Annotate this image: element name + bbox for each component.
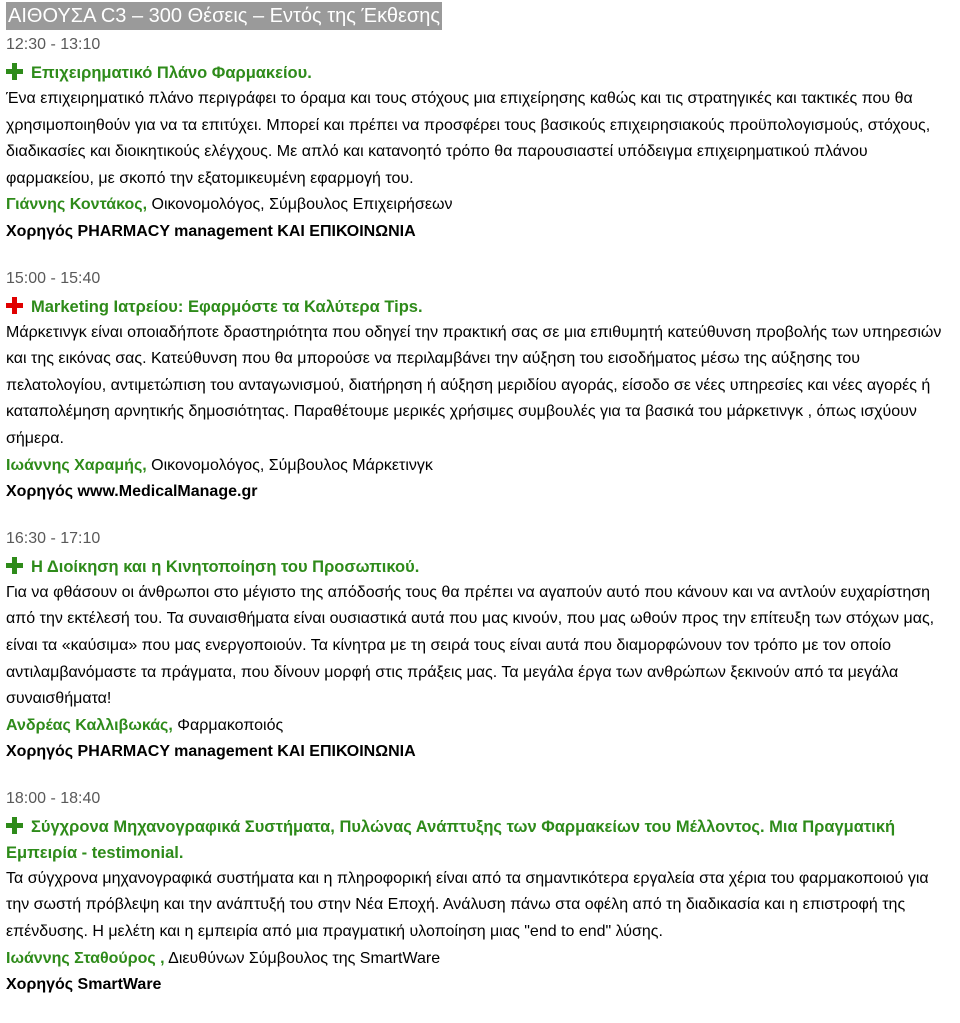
session-description: Ένα επιχειρηματικό πλάνο περιγράφει το όραμα και τους στόχους μια επιχείρησης καθώς και τις στρατηγικές και τακτικές που θα χρησιμοποιηθούν για να τα επιτύχει. Μπορεί και πρέπει να προσφέρει τους βασικούς επιχειρησιακούς προϋπολογισμούς, στόχους, διαδικασίες και διοικητικούς ελέγχους. Με απλό και κατανοητό τρόπο θα παρουσιαστεί υπόδειγμα επιχειρηματικού πλάνου φαρμακείου, με σκοπό την εξατομικευμένη εφαρμογή του. [6,90,931,187]
speaker-role: Φαρμακοποιός [172,716,284,734]
sponsor-line: Χορηγός PHARMACY management ΚΑΙ ΕΠΙΚΟΙΝΩΝΙΑ [6,743,416,761]
session-time: 12:30 - 13:10 [6,36,101,53]
speaker-line [6,946,954,973]
speaker-name: Ιωάννης Χαραμής, [6,456,147,474]
speaker-role: Οικονομολόγος, Σύμβουλος Μάρκετινγκ [146,456,433,474]
hall-title: ΑΙΘΟΥΣΑ C3 – 300 Θέσεις – Εντός της Έκθεσης [6,2,442,30]
red-cross-icon [6,297,23,314]
speaker-line [6,192,954,219]
spacer [6,766,954,784]
session-title: Marketing Ιατρείου: Εφαρμόστε τα Καλύτερα Tips. [31,297,423,316]
spacer [6,246,954,264]
session-title: Σύγχρονα Μηχανογραφικά Συστήματα, Πυλώνας Ανάπτυξης των Φαρμακείων του Μέλλοντος. Μια Πραγματική Εμπειρία - testimonial. [6,817,896,862]
session-title: Η Διοίκηση και η Κινητοποίηση του Προσωπικού. [31,557,420,576]
speaker-name: Ιωάννης Σταθούρος , [6,949,165,967]
green-cross-icon [6,557,23,574]
spacer [6,506,954,524]
speaker-role: Οικονομολόγος, Σύμβουλος Επιχειρήσεων [147,196,453,214]
session-3 [6,524,954,766]
sponsor-line: Χορηγός PHARMACY management ΚΑΙ ΕΠΙΚΟΙΝΩΝΙΑ [6,222,416,240]
session-4 [6,784,954,999]
speaker-name: Ανδρέας Καλλιβωκάς, [6,716,173,734]
green-cross-icon [6,63,23,80]
session-title: Επιχειρηματικό Πλάνο Φαρμακείου. [31,64,312,82]
session-time: 16:30 - 17:10 [6,529,101,547]
speaker-name: Γιάννης Κοντάκος, [6,196,148,214]
session-description: Μάρκετινγκ είναι οποιαδήποτε δραστηριότητα που οδηγεί την πρακτική σας σε μια επιθυμητή κατεύθυνση προβολής των υπηρεσιών και της εικόνας σας. Κατεύθυνση που θα μπορούσε να περιλαμβάνει την αύξηση του εισοδήματος μέσω της αύξησης του πελατολογίου, αντιμετώπιση του ανταγωνισμού, διατήρηση ή αύξηση μεριδίου αγοράς, είσοδο σε νέες υπηρεσίες και νέες αγορές ή καταπολέμηση αρνητικής δημοσιότητας. Παραθέτουμε μερικές χρήσιμες συμβουλές για τα βασικά του μάρκετινγκ , όπως ισχύουν σήμερα. [6,323,942,447]
session-title-row [6,60,954,86]
session-title-row [6,554,954,580]
speaker-role: Διευθύνων Σύμβουλος της SmartWare [164,949,441,967]
session-description: Για να φθάσουν οι άνθρωποι στο μέγιστο της απόδοσής τους θα πρέπει να αγαπούν αυτό που κάνουν και να αντλούν ευχαρίστηση από την εκτέλεσή του. Τα συναισθήματα είναι ουσιαστικά αυτά που μας κινούν, που μας ωθούν προς την επίτευξη των στόχων μας, είναι τα «καύσιμα» που μας ενεργοποιούν. Τα κίνητρα με τη σειρά τους είναι αυτά που διαμορφώνουν τον τρόπο με τον οποίο αντιλαμβανόμαστε τα πράγματα, που δίνουν μορφή στις πράξεις μας. Τα μεγάλα έργα των ανθρώπων ξεκινούν από τα μεγάλα συναισθήματα! [6,583,935,708]
session-2 [6,264,954,506]
session-time: 18:00 - 18:40 [6,789,101,807]
speaker-line [6,713,954,740]
session-title-row [6,294,954,320]
sponsor-line: Χορηγός www.MedicalManage.gr [6,483,258,501]
session-time: 15:00 - 15:40 [6,269,101,287]
green-cross-icon [6,817,23,834]
sponsor-line: Χορηγός SmartWare [6,976,162,994]
speaker-line [6,453,954,480]
session-description: Τα σύγχρονα μηχανογραφικά συστήματα και η πληροφορική είναι από τα σημαντικότερα εργαλεία στα χέρια του φαρμακοποιού για την σωστή πρόβλεψη και την ανάπτυξή του στην Νέα Εποχή. Ανάλυση πάνω στα οφέλη από τη διαδικασία και η επιστροφή της επένδυσης. Η μελέτη και η εμπειρία από μια πραγματική υλοποίηση μιας "end to end" λύσης. [6,869,929,941]
session-1 [6,30,954,246]
session-title-row [6,814,954,866]
